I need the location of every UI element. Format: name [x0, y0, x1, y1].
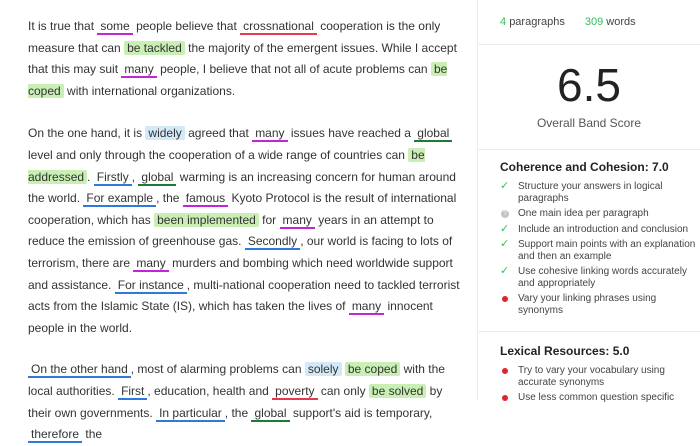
- check-icon: ✓: [500, 238, 510, 250]
- criterion-text: Include an introduction and conclusion: [518, 223, 689, 235]
- lexical-criteria-list: [500, 365, 696, 408]
- check-icon: ✓: [500, 180, 510, 192]
- criterion-item: [500, 266, 696, 289]
- essay-text-run: On the one hand, it is: [28, 126, 143, 141]
- red-dot-icon: [502, 368, 508, 374]
- stats-bar: [478, 0, 700, 44]
- band-score-label: Overall Band Score: [536, 116, 642, 130]
- marked-word: First: [118, 384, 147, 400]
- band-score-value: 6.5: [557, 59, 621, 111]
- score-divider: [478, 149, 700, 150]
- words-count: 309: [584, 16, 604, 28]
- criterion-item: [500, 181, 696, 204]
- marked-word: many: [252, 126, 287, 142]
- criterion-text: Use cohesive linking words accurately and appropriately: [518, 266, 687, 289]
- essay-text-run: people, I believe that not all of acute problems can: [160, 62, 428, 77]
- coherence-title: Coherence and Cohesion: 7.0: [500, 160, 669, 174]
- criterion-text: Structure your answers in logical paragraphs: [518, 181, 663, 204]
- marked-word: famous: [183, 191, 228, 207]
- essay-text-run: , our world is facing to lots of terrorism, there are: [28, 234, 453, 270]
- stats-divider: [478, 44, 700, 45]
- red-dot-icon: [502, 296, 508, 302]
- words-label: words: [606, 16, 636, 28]
- marked-word: solely: [305, 362, 342, 376]
- essay-text-run: warming is an increasing concern for human around the world.: [28, 169, 456, 206]
- check-icon: ✓: [500, 222, 510, 235]
- lexical-title: Lexical Resources: 5.0: [500, 344, 630, 358]
- marked-word: been implemented: [154, 213, 259, 227]
- essay-text-run: people believe that: [136, 19, 237, 33]
- marked-word: many: [121, 62, 156, 78]
- paragraphs-count: 4: [500, 16, 507, 28]
- essay-paragraph-3: [28, 359, 466, 445]
- essay-text-run: , most of alarming problems can: [130, 362, 302, 377]
- essay-text-run: Kyoto Protocol is the result of international cooperation, which has: [28, 191, 457, 227]
- essay-text-run: ,: [131, 169, 136, 184]
- feedback-panel: [478, 0, 700, 403]
- marked-word: be coped: [345, 362, 400, 376]
- marked-word: many: [349, 299, 384, 315]
- essay-text-run: can only: [320, 383, 366, 398]
- essay-text-run: with international organizations.: [67, 83, 236, 98]
- paragraphs-label: paragraphs: [509, 16, 565, 28]
- essay-text-run: the: [85, 427, 103, 442]
- essay-text-run: , multi-national cooperation need to tackled terrorist acts from the Islamic State (IS), which has taken the lives of: [28, 277, 460, 314]
- marked-word: global: [251, 406, 289, 422]
- marked-word: Secondly: [245, 234, 300, 250]
- marked-word: For example: [83, 191, 156, 207]
- marked-word: global: [414, 126, 452, 142]
- criterion-item: [500, 392, 696, 404]
- marked-word: many: [133, 256, 168, 272]
- check-icon: ✓: [500, 265, 510, 277]
- marked-word: global: [138, 170, 176, 186]
- essay-text-run: , education, health and: [147, 383, 269, 398]
- essay-text-run: the majority of the emergent issues. While I accept that this may suit: [28, 40, 457, 77]
- essay-text-run: cooperation is the only measure that can: [28, 19, 441, 55]
- criterion-item: [500, 208, 696, 220]
- marked-word: In particular: [156, 406, 225, 422]
- marked-word: be tackled: [124, 41, 185, 55]
- essay-text-run: innocent people in the world.: [28, 299, 433, 335]
- criterion-item: [500, 224, 696, 236]
- criterion-item: [500, 239, 696, 262]
- essay-text-run: murders and bombing which need worldwide support and assistance.: [28, 255, 453, 292]
- coherence-criteria-list: [500, 181, 696, 320]
- essay-paragraph-2: [28, 123, 466, 339]
- marked-word: many: [280, 213, 315, 229]
- essay-text-run: It is true that: [28, 19, 95, 33]
- marked-word: be coped: [28, 62, 448, 98]
- essay-text-run: , the: [224, 405, 249, 420]
- essay-text-run: , the: [156, 191, 180, 206]
- essay-text-run: by their own governments.: [28, 383, 443, 420]
- essay-text-run: level and only through the cooperation of a wide range of countries can: [28, 147, 405, 162]
- marked-word: poverty: [272, 384, 317, 400]
- essay-text-run: for: [262, 212, 277, 227]
- essay-text-run: years in an attempt to reduce the emission of greenhouse gas.: [28, 212, 434, 249]
- marked-word: be addressed: [28, 147, 425, 184]
- essay-text-run: .: [87, 169, 91, 184]
- marked-word: be solved: [369, 384, 426, 398]
- marked-word: crossnational: [240, 19, 317, 35]
- marked-word: Firstly: [94, 170, 132, 186]
- essay-text-run: issues have reached a: [290, 126, 411, 141]
- criterion-text: Use less common question specific: [518, 392, 675, 403]
- red-dot-icon: [502, 395, 508, 401]
- criterion-text: Support main points with an explanation and then an example: [518, 239, 696, 262]
- essay-text-run: support's aid is temporary,: [292, 405, 433, 420]
- criterion-text: One main idea per paragraph: [518, 208, 649, 219]
- criterion-text: Try to vary your vocabulary using accurate synonyms: [518, 365, 665, 388]
- marked-word: On the other hand: [28, 362, 131, 378]
- essay-paragraph-1: [28, 16, 466, 102]
- criterion-item: [500, 365, 696, 388]
- question-icon: ?: [501, 210, 509, 218]
- criterion-item: [500, 293, 696, 316]
- marked-word: therefore: [28, 427, 82, 443]
- criterion-text: Vary your linking phrases using synonyms: [518, 293, 657, 316]
- marked-word: For instance: [115, 278, 187, 294]
- essay-text-run: with the local authorities.: [28, 362, 445, 398]
- marked-word: widely: [145, 126, 184, 140]
- coherence-divider: [478, 331, 700, 332]
- essay-text-run: agreed that: [188, 126, 249, 141]
- marked-word: some: [97, 19, 132, 35]
